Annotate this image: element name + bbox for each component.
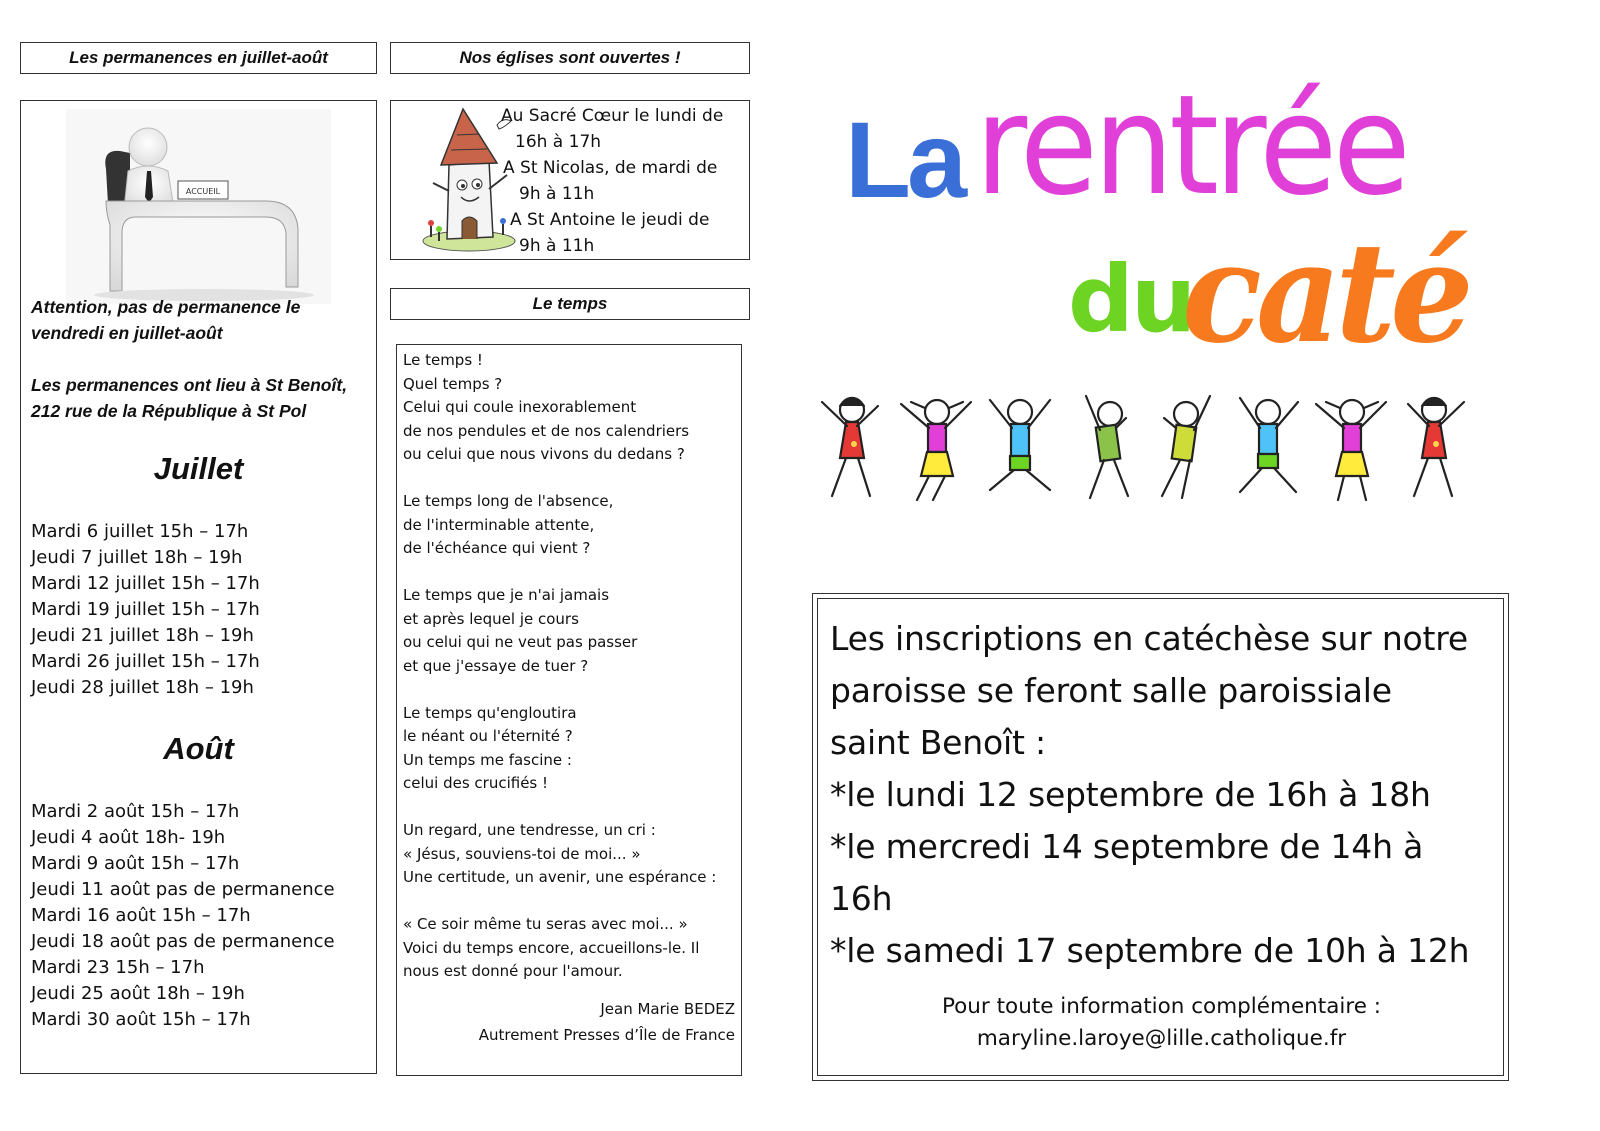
permanences-header — [20, 42, 377, 74]
poem-line: celui des crucifiés ! — [403, 774, 549, 792]
poem-line: Un regard, une tendresse, un cri : — [403, 821, 656, 839]
poem-stanza — [403, 702, 735, 796]
schedule-item: Mardi 30 août 15h – 17h — [31, 1009, 251, 1030]
august-schedule — [31, 799, 335, 1033]
church-line: 16h à 17h — [515, 132, 602, 152]
title-du: du — [1068, 246, 1194, 353]
title-la: La — [845, 99, 964, 220]
permanences-box — [20, 100, 377, 1074]
poem-line: Le temps long de l'absence, — [403, 492, 614, 510]
poem-line: nous est donné pour l'amour. — [403, 962, 623, 980]
title-cate: caté — [1182, 211, 1468, 374]
church-line: A St Antoine le jeudi de — [510, 210, 710, 230]
church-line: Au Sacré Cœur le lundi de — [501, 106, 724, 126]
church-opening-hours — [501, 103, 741, 259]
july-title: Juillet — [153, 451, 244, 486]
schedule-item: Jeudi 11 août pas de permanence — [31, 879, 335, 900]
desk-sign-text: ACCUEIL — [185, 187, 221, 196]
church-line: 9h à 11h — [519, 236, 595, 256]
poem-line: ou celui que nous vivons du dedans ? — [403, 445, 685, 463]
poem-line: Un temps me fascine : — [403, 750, 572, 769]
no-friday-note-2: vendredi en juillet-août — [31, 323, 223, 343]
poem-header-text: Le temps — [532, 294, 608, 313]
no-friday-note-1: Attention, pas de permanence le — [31, 297, 301, 317]
poem-line: Une certitude, un avenir, une espérance : — [403, 868, 717, 886]
permanences-header-text: Les permanences en juillet-août — [69, 48, 328, 67]
poem-line: ou celui qui ne veut pas passer — [403, 633, 638, 651]
poem-header — [390, 288, 750, 320]
poem-line: le néant ou l'éternité ? — [403, 727, 573, 745]
poem-line: Le temps ! — [403, 351, 483, 369]
schedule-item: Mardi 6 juillet 15h – 17h — [31, 521, 249, 542]
schedule-item: Mardi 2 août 15h – 17h — [31, 801, 240, 822]
info-line: *le lundi 12 septembre de 16h à 18h — [830, 775, 1431, 814]
title-rentree: rentrée — [975, 65, 1407, 226]
august-title: Août — [163, 731, 234, 766]
church-line: 9h à 11h — [519, 184, 595, 204]
schedule-item: Jeudi 7 juillet 18h – 19h — [31, 547, 243, 568]
location-note-1: Les permanences ont lieu à St Benoît, — [31, 375, 348, 395]
schedule-item: Jeudi 4 août 18h- 19h — [31, 827, 226, 848]
churches-header — [390, 42, 750, 74]
page-title — [830, 60, 1470, 380]
churches-header-text: Nos églises sont ouvertes ! — [459, 48, 681, 67]
poem-line: Quel temps ? — [403, 374, 503, 393]
poem-box — [396, 344, 742, 1076]
poem-line: et après lequel je cours — [403, 609, 579, 628]
poem-author: Jean Marie BEDEZ — [600, 999, 735, 1018]
poem-line: « Jésus, souviens-toi de moi... » — [403, 844, 641, 863]
schedule-item: Mardi 12 juillet 15h – 17h — [31, 573, 260, 594]
schedule-item: Mardi 19 juillet 15h – 17h — [31, 599, 260, 620]
poem-line: de l'interminable attente, — [403, 515, 595, 534]
info-line: *le samedi 17 septembre de 10h à 12h — [830, 931, 1470, 970]
schedule-item: Mardi 26 juillet 15h – 17h — [31, 651, 260, 672]
church-line: A St Nicolas, de mardi de — [503, 158, 718, 178]
registration-info-inner — [817, 598, 1504, 1076]
contact-email[interactable]: maryline.laroye@lille.catholique.fr — [976, 1026, 1347, 1051]
poem-stanza — [403, 913, 735, 984]
poem-line: de nos pendules et de nos calendriers — [403, 421, 690, 440]
poem-line: Le temps que je n'ai jamais — [403, 586, 610, 604]
poem-stanza — [403, 819, 735, 890]
july-schedule — [31, 519, 260, 701]
info-line: saint Benoît : — [830, 723, 1046, 762]
poem-line: Celui qui coule inexorablement — [403, 398, 637, 416]
schedule-item: Mardi 16 août 15h – 17h — [31, 905, 251, 926]
poem-stanza — [403, 349, 735, 467]
poem-line: Le temps qu'engloutira — [403, 703, 577, 722]
schedule-item: Jeudi 18 août pas de permanence — [31, 931, 335, 952]
info-line: 16h — [830, 879, 893, 918]
poem-line: de l'échéance qui vient ? — [403, 539, 591, 557]
schedule-item: Mardi 23 15h – 17h — [31, 957, 205, 978]
poem-line: Voici du temps encore, accueillons-le. Il — [403, 938, 700, 957]
schedule-item: Jeudi 25 août 18h – 19h — [31, 983, 245, 1004]
registration-info-box — [812, 593, 1509, 1081]
info-line: Les inscriptions en catéchèse sur notre — [830, 619, 1469, 658]
poem-stanza — [403, 584, 735, 678]
schedule-item: Jeudi 21 juillet 18h – 19h — [31, 625, 254, 646]
poem-publisher: Autrement Presses d’Île de France — [478, 1025, 735, 1044]
info-line: *le mercredi 14 septembre de 14h à — [830, 827, 1424, 866]
schedule-item: Jeudi 28 juillet 18h – 19h — [31, 677, 254, 698]
contact-label: Pour toute information complémentaire : — [941, 994, 1382, 1019]
schedule-item: Mardi 9 août 15h – 17h — [31, 853, 240, 874]
info-line: paroisse se feront salle paroissiale — [830, 671, 1392, 710]
reception-desk-figure-icon — [66, 109, 331, 304]
location-note-2: 212 rue de la République à St Pol — [31, 401, 307, 421]
dancing-children-icon — [812, 388, 1512, 518]
poem-line: et que j'essaye de tuer ? — [403, 656, 589, 675]
churches-box — [390, 100, 750, 260]
poem-stanza — [403, 490, 735, 561]
poem-line: « Ce soir même tu seras avec moi... » — [403, 915, 688, 933]
